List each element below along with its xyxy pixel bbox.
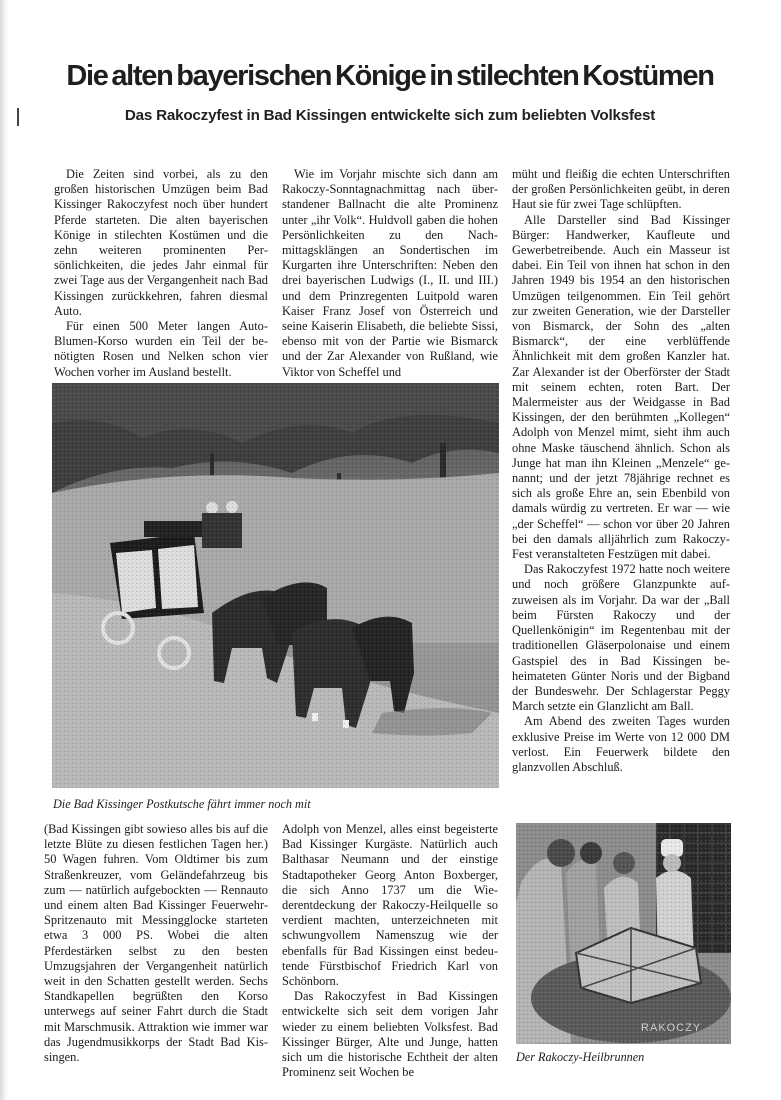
article-subheadline: Das Rakoczyfest in Bad Kissingen entwickelte sich zum beliebten Volksfest xyxy=(124,107,656,124)
stagecoach-photo xyxy=(52,383,499,788)
paragraph: müht und fleißig die echten Unterschriften der großen Persönlichkeiten geübt, in deren Haut sie für zwei Tage schlüpften. xyxy=(512,167,730,212)
rakoczy-spring-caption: Der Rakoczy-Heilbrunnen xyxy=(516,1050,645,1064)
text-column-2 xyxy=(282,167,498,380)
paragraph: Für einen 500 Meter langen Auto-Blumen-Korso wurden ein Teil der benötigten Rosen und Nelken schon vier Wochen vorher im Ausland bestellt. xyxy=(54,319,268,379)
paragraph: Das Rakoczyfest in Bad Kissingen entwickelte sich seit dem vorigen Jahr wieder zu einem beliebten Volksfest. Bad Kissinger Bürger, Alte und Junge, hatten sich um die historische Echtheit der alten Prominenz seit Wochen be xyxy=(282,989,498,1080)
paragraph: (Bad Kissingen gibt sowieso alles bis auf die letzte Blüte zu diesen festlichen Tagen her.) 50 Wagen fuhren. Vom Oldtimer bis zum Straßenkreuzer, vom Geländefahrzeug bis zum — natürlich aufgebockten — Rennauto und einem alten Bad Kissinger Feuerwehr-Spritzenauto mit Messingglocke starteten etwa 3 000 PS. Wobei die alten Pferdestärken selbst zu den besten Umzugsjahren der Vergangenheit natürlich weit in den Schatten gestellt werden. Sechs Standkapellen begrüßten den Korso unterwegs auf seiner Fahrt durch die Stadt mit Marschmusik. Attraktion wie immer war das Jugendmusikkorps der Stadt Bad Kissingen. xyxy=(44,822,268,1065)
paragraph: Das Rakoczyfest 1972 hatte noch weitere und noch größere Glanzpunkte aufzuweisen als im Vorjahr. Da war der „Ball beim Fürsten Rakoczy und der Quellenkönigin“ im Regentenbau mit der traditionellen Gläserpolonaise und einem Gastspiel des in Bad Kissingen beheimateten Günter Noris und der Bigband der Bundeswehr. Der Schlagerstar Peggy March setzte ein Glanzlicht am Ball. xyxy=(512,562,730,714)
article-headline: Die alten bayerischen Könige in stilechten Kostümen xyxy=(66,60,714,92)
binding-mark xyxy=(17,108,19,126)
paragraph: Die Zeiten sind vorbei, als zu den großen historischen Umzügen beim Bad Kissinger Rakoczyfest noch über hundert Pferde starteten. Die alten bayerischen Könige in stilechten Kostümen und die zehn weiteren prominenten Persönlichkeiten, die jedes Jahr einmal für zwei Tage aus der Vergangenheit nach Bad Kissingen zurückkehren, fahren diesmal Auto. xyxy=(54,167,268,318)
rakoczy-spring-photo xyxy=(516,823,731,1044)
text-column-3 xyxy=(512,167,730,775)
stagecoach-caption: Die Bad Kissinger Postkutsche fährt immer noch mit xyxy=(53,797,311,811)
page-binding-edge xyxy=(0,0,8,1100)
paragraph: Adolph von Menzel, alles einst begeisterte Bad Kissinger Kurgäste. Natürlich auch Balthasar Neumann und der einstige Stadtapotheker Georg Anton Boxberger, die sich Anno 1737 um die Wiederentdeckung der Rakoczy-Heilquelle so verdient machten, unterzeichneten mit schwungvollem Namenszug wie der ebenfalls für Bad Kissingen einst bedeutende Fürstbischof Friedrich Karl von Schönborn. xyxy=(282,822,498,989)
text-column-5 xyxy=(282,822,498,1080)
stagecoach-illustration xyxy=(52,383,499,788)
paragraph: Alle Darsteller sind Bad Kissinger Bürger: Handwerker, Kaufleute und Gewerbetreibende. Auch ein Masseur ist dabei. Ein Teil von ihnen hat schon in den Jahren 1949 bis 1954 an den historischen Umzügen teilgenommen. Ein Teil gehört zur zweiten Generation, wie der Darsteller von Bismarck, der Sohn des „alten Bismarck“, der eine verblüffende Ähnlichkeit mit dem großen Kanzler hat. Zar Alexander ist der Oberförster der Stadt mit seinem echten, roten Bart. Der Malermeister aus der Weidgasse in Bad Kissingen, der den berühmten „Kollegen“ Adolph von Menzel mimt, sieht ihm auch ohne Maske täuschend ähnlich. Schon als Junge hat man ihn Kleinen „Menzele“ genannt; und der jetzt 78jährige rechnet es sich als große Ehre an, sein Ebenbild von damals würdig zu vertreten. Er war — wie „der Scheffel“ — schon vor über 20 Jahren bei den damals alljährlich zum Rakoczy-Fest veranstalteten Festzügen mit dabei. xyxy=(512,212,730,562)
rakoczy-spring-illustration xyxy=(516,823,731,1044)
text-column-1 xyxy=(54,167,268,380)
paragraph: Am Abend des zweiten Tages wurden exklusive Preise im Werte von 12 000 DM verlost. Ein Feuerwerk bildete den glanzvollen Abschluß. xyxy=(512,714,730,774)
text-column-4 xyxy=(44,822,268,1065)
paragraph: Wie im Vorjahr mischte sich dann am Rakoczy-Sonntagnachmittag nach überstandener Ballnacht die alte Prominenz unter „ihr Volk“. Huldvoll gaben die hohen Persönlichkeiten zu den Nachmittagsklängen an Sondertischen im Kurgarten ihre Unterschriften: Neben den drei bayerischen Ludwigs (I., II. und III.) und dem Prinzregenten Luitpold waren Kaiser Franz Josef von Österreich und seine Kaiserin Elisabeth, die beliebte Sissi, ebenso mit von der Partie wie Bismarck und der Zar Alexander von Rußland, wie Viktor von Scheffel und xyxy=(282,167,498,379)
